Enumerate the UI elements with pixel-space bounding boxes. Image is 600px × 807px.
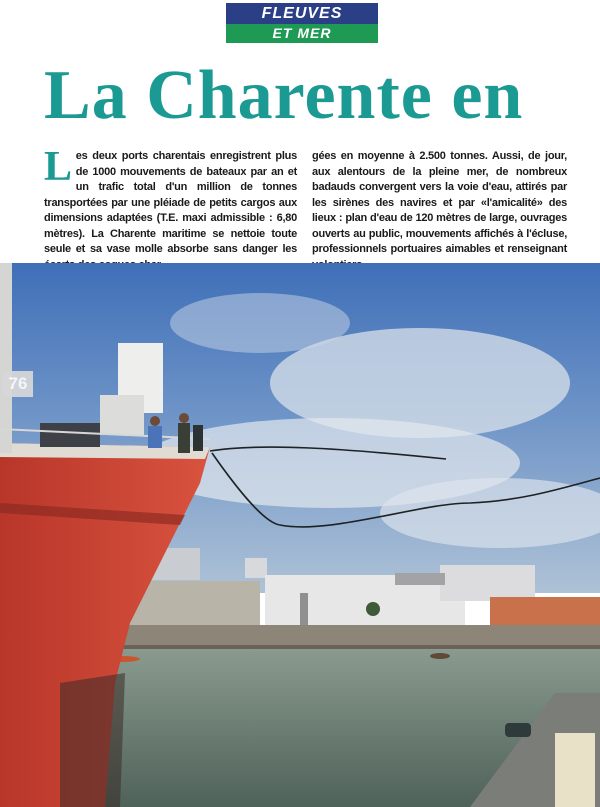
body-column-2	[312, 149, 567, 255]
rubric-label-fleuves: FLEUVES	[226, 3, 378, 24]
page-number: 76	[3, 371, 33, 397]
drop-cap: L	[44, 144, 72, 190]
harbor-photo	[0, 263, 600, 807]
section-rubric	[226, 3, 378, 43]
article-headline: La Charente en	[44, 57, 524, 134]
body-column-1	[44, 144, 297, 255]
body-text-2: gées en moyenne à 2.500 tonnes. Aussi, de jour, aux alentours de la pleine mer, de nombreux badauds convergent vers la voie d'eau, attirés par les sirènes des navires et par «l'amicalité» des lieux : plan d'eau de 120 mètres de large, ouvrages ouverts au public, mouvements affichés à l'écluse, professionnels portuaires aimables et renseignant	[312, 150, 567, 255]
rubric-label-et-mer: ET MER	[226, 24, 378, 43]
body-text-1: es deux ports charentais enregistrent plus de 1000 mouvements de bateaux par an et un trafic total d'un million de tonnes transportées par une pléiade de petits cargos aux dimensions adaptées (T.E. maxi admissible : 6,80 mètres). La Charente maritime se nettoie toute seule et sa vase molle absorbe sans danger les	[44, 150, 297, 255]
